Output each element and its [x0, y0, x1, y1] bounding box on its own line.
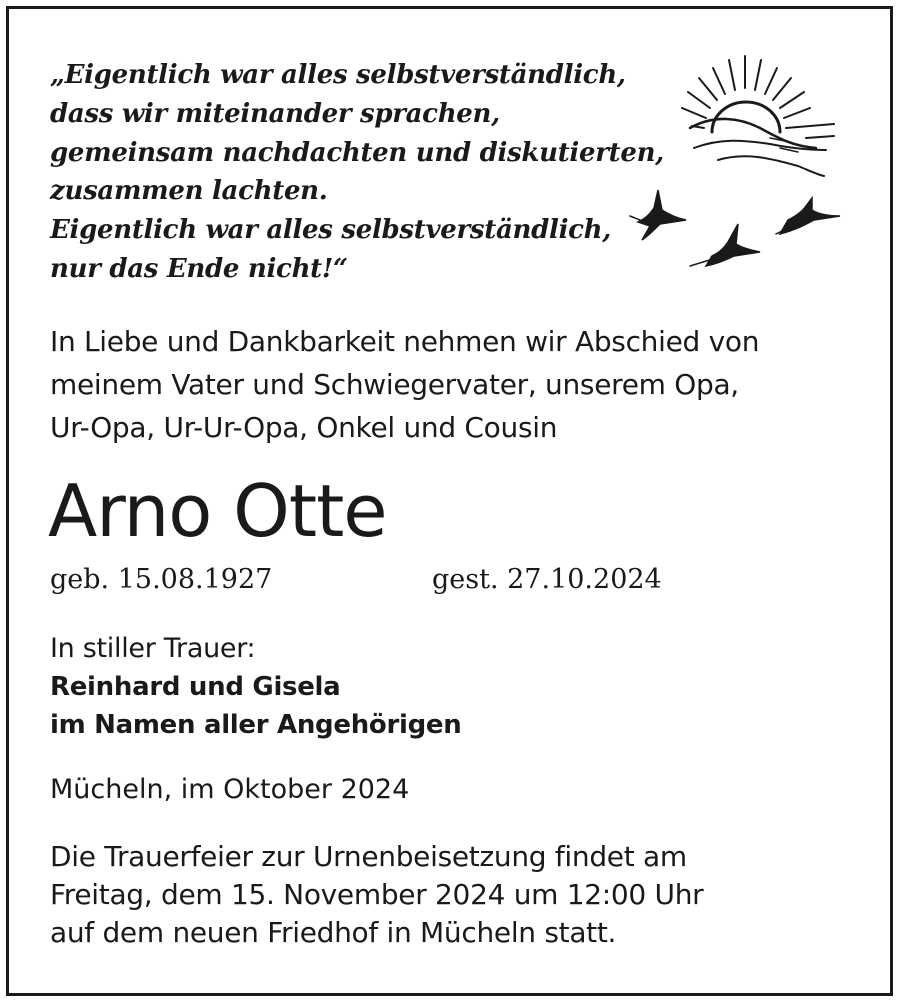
intro-line: In Liebe und Dankbarkeit nehmen wir Abschied von — [50, 325, 760, 358]
life-dates — [50, 560, 662, 600]
place-and-date: Mücheln, im Oktober 2024 — [50, 774, 410, 805]
quote-line: Eigentlich war alles selbstverständlich, — [50, 215, 612, 246]
farewell-text — [50, 320, 759, 449]
mourner-name: Reinhard und Gisela — [50, 672, 341, 702]
mourner-name: im Namen aller Angehörigen — [50, 710, 462, 740]
deceased-name: Arno Otte — [48, 469, 387, 553]
quote-line: nur das Ende nicht!“ — [50, 253, 348, 284]
quote-line: zusammen lachten. — [50, 176, 328, 207]
service-line: Freitag, dem 15. November 2024 um 12:00 Uhr — [50, 878, 704, 911]
memorial-quote — [50, 56, 664, 289]
quote-line: dass wir miteinander sprachen, — [50, 98, 500, 129]
bird-icon — [690, 224, 760, 266]
quote-line: „Eigentlich war alles selbstverständlich, — [50, 60, 626, 90]
sunset-with-flying-birds-icon — [620, 48, 850, 278]
bird-icon — [776, 198, 840, 234]
service-line: auf dem neuen Friedhof in Mücheln statt. — [50, 916, 617, 949]
birth-date: geb. 15.08.1927 — [50, 564, 273, 595]
intro-line: meinem Vater und Schwiegervater, unserem Opa, — [50, 368, 739, 401]
mourners-block — [50, 630, 461, 744]
mourners-heading: In stiller Trauer: — [50, 633, 256, 664]
intro-line: Ur-Opa, Ur-Ur-Opa, Onkel und Cousin — [50, 411, 558, 444]
quote-line: gemeinsam nachdachten und diskutierten, — [50, 137, 664, 168]
death-date: gest. 27.10.2024 — [432, 564, 662, 595]
bird-icon — [630, 190, 686, 240]
funeral-service-info — [50, 838, 703, 952]
service-line: Die Trauerfeier zur Urnenbeisetzung findet am — [50, 840, 687, 873]
